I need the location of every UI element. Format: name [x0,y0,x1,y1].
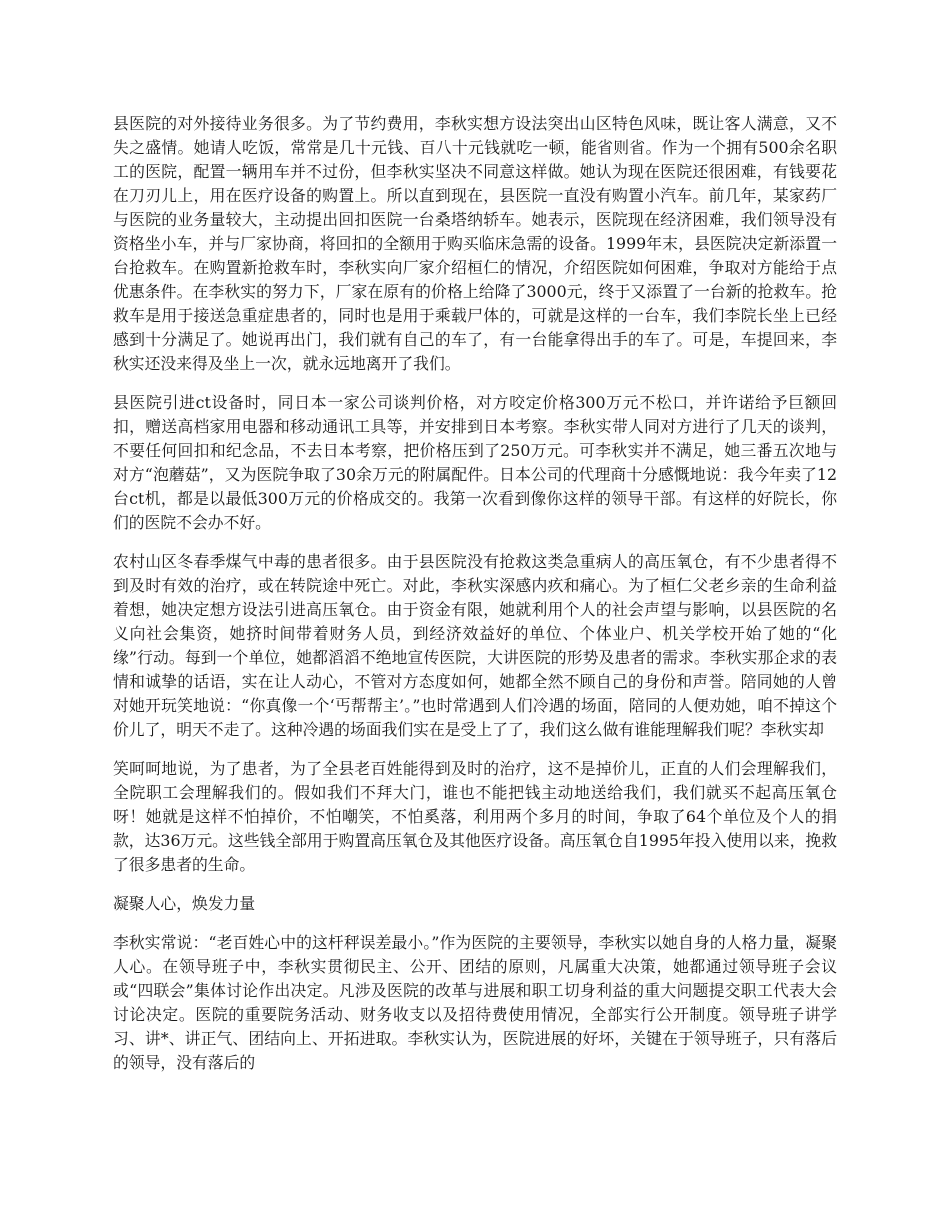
section-heading: 凝聚人心，焕发力量 [113,894,256,913]
paragraph-oxygen-chamber-fundraising: 农村山区冬春季煤气中毒的患者很多。由于县医院没有抢救这类急重病人的高压氧仓，有不少患者得不到及时有效的治疗，或在转院途中死亡。对此，李秋实深感内疚和痛心。为了桓仁父老乡亲的生命利益着想，她决定想方设法引进高压氧仓。由于资金有限，她就利用个人的社会声望与影响，以县医院的名义向社会集资，她挤时间带着财务人员，到经济效益好的单位、个体业户、机关学校开始了她的“化缘”行动。每到一个单位，她都滔滔不绝地宣传医院，大讲医院的形势及患者的需求。李秋实那企求的表情和诚挚的话语，实在让人动心，不管对方态度如何，她都全然不顾自己的身份和声誉。陪同她的人曾对她开玩笑地说：“你真像一个‘丐帮帮主’。”也时常遇到人们冷遇的场面，陪同的人便劝她，咱不掉这个价儿了，明天不走了。这种冷遇的场面我们实在是受上了了，我们这么做有谁能理解我们呢？李秋实却 [113,552,837,739]
paragraph-leadership: 李秋实常说：“老百姓心中的这杆秤误差最小。”作为医院的主要领导，李秋实以她自身的人格力量，凝聚人心。在领导班子中，李秋实贯彻民主、公开、团结的原则，凡属重大决策，她都通过领导班子会议或“四联会”集体讨论作出决定。凡涉及医院的改革与进展和职工切身利益的重大问题提交职工代表大会讨论决定。医院的重要院务活动、财务收支以及招待费使用情况，全部实行公开制度。领导班子讲学习、讲*、讲正气、团结向上、开拓进取。李秋实认为，医院进展的好坏，关键在于领导班子，只有落后的领导，没有落后的 [113,933,837,1072]
document-page [113,112,837,1090]
paragraph-oxygen-chamber-result: 笑呵呵地说，为了患者，为了全县老百姓能得到及时的治疗，这不是掉价儿，正直的人们会理解我们，全院职工会理解我们的。假如我们不拜大门，谁也不能把钱主动地送给我们，我们就买不起高压氧仓呀！她就是这样不怕掉价，不怕嘲笑，不怕奚落，利用两个多月的时间，争取了64个单位及个人的捐款，达36万元。这些钱全部用于购置高压氧仓及其他医疗设备。高压氧仓自1995年投入使用以来，挽救了很多患者的生命。 [113,759,837,874]
paragraph-vehicle-purchase: 县医院的对外接待业务很多。为了节约费用，李秋实想方设法突出山区特色风味，既让客人满意，又不失之盛情。她请人吃饭，常常是几十元钱、百八十元钱就吃一顿，能省则省。作为一个拥有500余名职工的医院，配置一辆用车并不过份，但李秋实坚决不同意这样做。她认为现在医院还很困难，有钱要花在刀刃儿上，用在医疗设备的购置上。所以直到现在，县医院一直没有购置小汽车。前几年，某家药厂与医院的业务量较大，主动提出回扣医院一台桑塔纳轿车。她表示，医院现在经济困难，我们领导没有资格坐小车，并与厂家协商，将回扣的全额用于购买临床急需的设备。1999年末，县医院决定新添置一台抢救车。在购置新抢救车时，李秋实向厂家介绍桓仁的情况，介绍医院如何困难，争取对方能给于点优惠条件。在李秋实的努力下，厂家在原有的价格上给降了3000元，终于又添置了一台新的抢救车。抢救车是用于接送急重症患者的，同时也是用于乘载尸体的，可就是这样的一台车，我们李院长坐上已经感到十分满足了。她说再出门，我们就有自己的车了，有一台能拿得出手的车了。可是，车提回来，李秋实还没来得及坐上一次，就永远地离开了我们。 [113,114,837,373]
paragraph-ct-negotiation: 县医院引进ct设备时，同日本一家公司谈判价格，对方咬定价格300万元不松口，并许诺给予巨额回扣，赠送高档家用电器和移动通讯工具等，并安排到日本考察。李秋实带人同对方进行了几天的谈判，不要任何回扣和纪念品，不去日本考察，把价格压到了250万元。可李秋实并不满足，她三番五次地与对方“泡蘑菇”，又为医院争取了30余万元的附属配件。日本公司的代理商十分感慨地说：我今年卖了12台ct机，都是以最低300万元的价格成交的。我第一次看到像你这样的领导干部。有这样的好院长，你们的医院不会办不好。 [113,393,837,532]
